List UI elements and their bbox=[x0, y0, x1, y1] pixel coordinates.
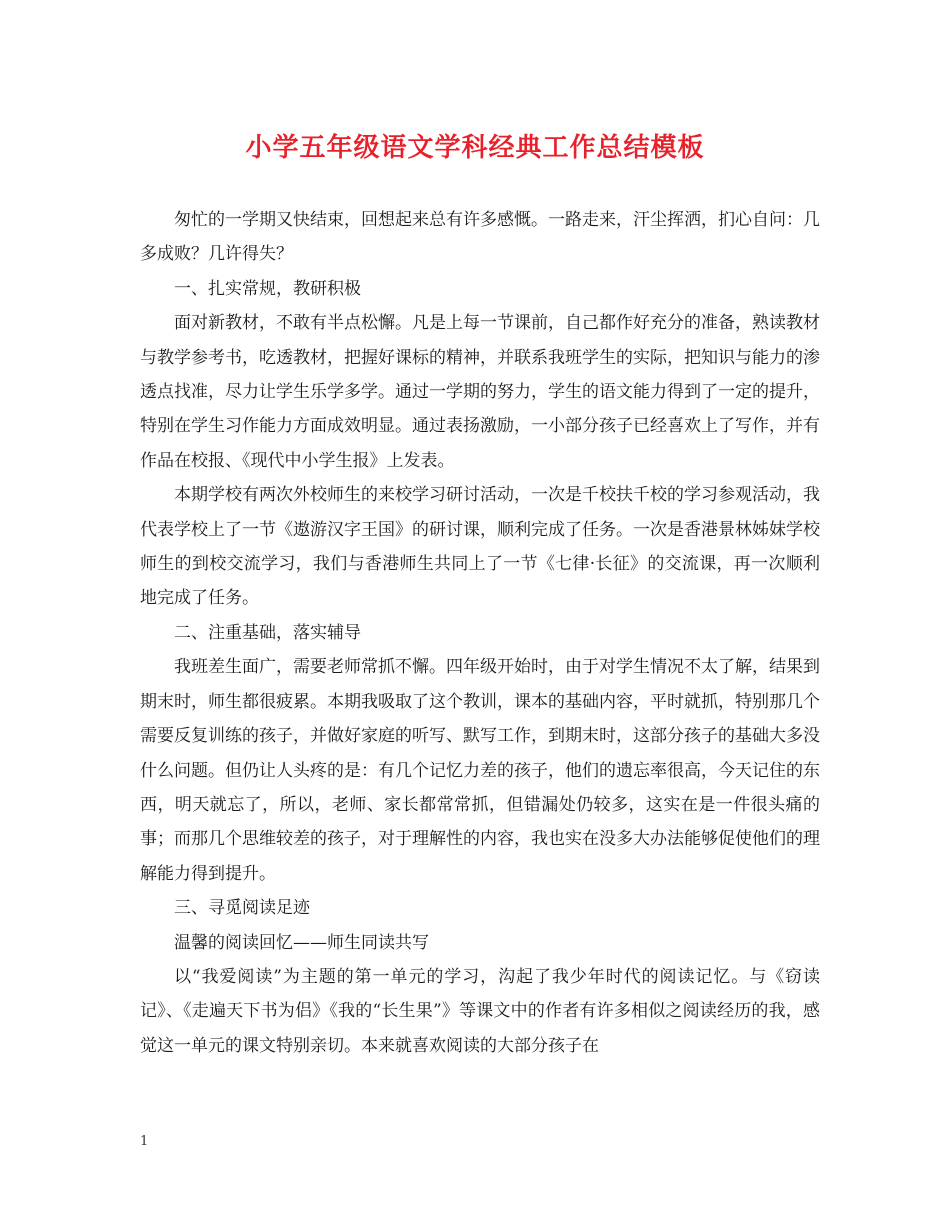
section-heading-1: 一、扎实常规，教研积极 bbox=[174, 278, 361, 299]
paragraph: 本期学校有两次外校师生的来校学习研讨活动，一次是千校扶千校的学习参观活动，我代表学校上了一节《遨游汉字王国》的研讨课，顺利完成了任务。一次是香港景林姊妹学校师生的到校交流学习，我们与香港师生共同上了一节《七律·长征》的交流课，再一次顺利地完成了任务。 bbox=[140, 485, 820, 609]
page-number: 1 bbox=[140, 1134, 149, 1149]
paragraph: 以“我爱阅读”为主题的第一单元的学习，沟起了我少年时代的阅读记忆。与《窃读记》、《走遍天下书为侣》《我的“长生果”》等课文中的作者有许多相似之阅读经历的我，感觉这一单元的课文特别亲切。本来就喜欢阅读的大部分孩子在 bbox=[140, 966, 820, 1056]
paragraph-intro: 匆忙的一学期又快结束，回想起来总有许多感慨。一路走来，汗尘挥洒，扪心自问：几多成败？几许得失？ bbox=[140, 210, 820, 265]
subheading: 温馨的阅读回忆——师生同读共写 bbox=[174, 932, 429, 953]
paragraph: 我班差生面广，需要老师常抓不懈。四年级开始时，由于对学生情况不太了解，结果到期末时，师生都很疲累。本期我吸取了这个教训，课本的基础内容，平时就抓，特别那几个需要反复训练的孩子，并做好家庭的听写、默写工作，到期末时，这部分孩子的基础大多没什么问题。但仍让人头疼的是：有几个记忆力差的孩子，他们的遗忘率很高，今天记住的东西，明天就忘了，所以，老师、家长都常常抓，但错漏处仍较多，这实在是一件很头痛的事；而那几个思维较差的孩子，对于理解性的内容，我也实在没多大办法能够促使他们的理解能力得到提升。 bbox=[140, 657, 820, 884]
document-title: 小学五年级语文学科经典工作总结模板 bbox=[245, 133, 705, 163]
section-heading-3: 三、寻觅阅读足迹 bbox=[174, 898, 310, 919]
paragraph: 面对新教材，不敢有半点松懈。凡是上每一节课前，自己都作好充分的准备，熟读教材与教学参考书，吃透教材，把握好课标的精神，并联系我班学生的实际，把知识与能力的渗透点找准，尽力让学生乐学多学。通过一学期的努力，学生的语文能力得到了一定的提升，特别在学生习作能力方面成效明显。通过表扬激励，一小部分孩子已经喜欢上了写作，并有作品在校报、《现代中小学生报》上发表。 bbox=[140, 313, 820, 471]
section-heading-2: 二、注重基础，落实辅导 bbox=[174, 622, 361, 643]
document-body bbox=[140, 203, 820, 1063]
